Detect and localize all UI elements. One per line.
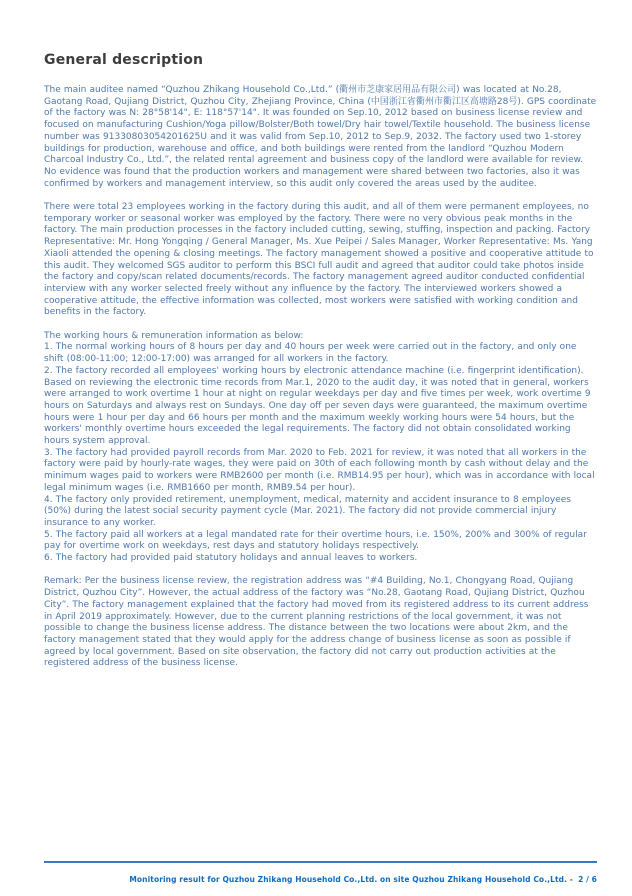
page-footer [44,861,597,886]
content-area [44,52,598,670]
working-hours-item-6: 6. The factory had provided paid statutory holidays and annual leaves to workers. [44,553,418,564]
page-title: General description [44,52,204,68]
working-hours-item-1: 1. The normal working hours of 8 hours per day and 40 hours per week were carried out in the factory, and only one shift (08:00-11:00; 12:00-17:00) was arranged for all workers in the factory. [44,342,577,365]
paragraph-auditee-info: The main auditee named “Quzhou Zhikang Household Co.,Ltd.” (衢州市芝康家居用品有限公司) was located at No.28, Gaotang Road, Qujiang District, Quzhou City, Zhejiang Province, China (中国浙江省衢州市衢江区高塘路28号). GPS coordinate of the factory was N: 28°58'14", E: 118°57'14". It was founded on Sep.10, 2012 based on business license review and focused on manufacturing Cushion/Yoga pillow/Bolster/Both towel/Dry hair towel/Textile household. The business license number was 91330803054201625U and it was valid from Sep.10, 2012 to Sep.9, 2032. The factory used two 1-storey buildings for production, warehouse and office, and both buildings were rented from the landlord “Quzhou Modern Charcoal Industry Co., Ltd.”, the related rental agreement and business copy of the landlord were available for review. No evidence was found that the production workers and management were shared between two factories, also it was confirmed by workers and management interview, so this audit only covered the areas used by the auditee. [44,85,597,189]
working-hours-intro: The working hours & remuneration information as below: [44,330,304,341]
working-hours-item-2: 2. The factory recorded all employees' working hours by electronic attendance machine (i.e. fingerprint identification). Based on reviewing the electronic time records from Mar.1, 2020 to the audit day, it was noted that in general, workers were arranged to work overtime 1 hour at night on regular weekdays per day and five times per week, work overtime 9 hours on Saturdays and always rest on Sundays. One day off per seven days were guaranteed, the maximum overtime hours were 1 hour per day and 66 hours per month and the maximum weekly working hours were 54 hours, but the workers' monthly overtime hours exceeded the legal requirements. The factory did not obtain consolidated working hours system approval. [44,365,591,447]
footer-label: Monitoring result for Quzhou Zhikang Household Co.,Ltd. on site Quzhou Zhikang Household Co.,Ltd. - [129,875,573,884]
paragraph-employees-info: There were total 23 employees working in the factory during this audit, and all of them were permanent employees, no temporary worker or seasonal worker was employed by the factory. There were no very obvious peak months in the factory. The main production processes in the factory included cutting, sewing, stuffing, inspection and packing. Factory Representative: Mr. Hong Yongqing / General Manager, Ms. Xue Peipei / Sales Manager, Worker Representative: Ms. Yang Xiaoli attended the opening & closing meetings. The factory management showed a positive and cooperative attitude to this audit. They welcomed SGS auditor to perform this BSCI full audit and agreed that auditor could take photos inside the factory and copy/scan related documents/records. The factory management agreed auditor conducted confidential interview with any worker selected freely without any influence by the factory. The interviewed workers showed a cooperative attitude, the effective information was collected, most workers were satisfied with working condition and benefits in the factory. [44,202,594,318]
working-hours-item-3: 3. The factory had provided payroll records from Mar. 2020 to Feb. 2021 for review, it was noted that all workers in the factory were paid by hourly-rate wages, they were paid on 30th of each following month by cash without delay and the minimum wages paid to workers were RMB2600 per month (i.e. RMB14.95 per hour), which was in accordance with local legal minimum wages (i.e. RMB1660 per month, RMB9.54 per hour). [44,447,595,493]
working-hours-item-5: 5. The factory paid all workers at a legal mandated rate for their overtime hours, i.e. 150%, 200% and 300% of regular pay for overtime work on weekdays, rest days and statutory holidays respectively. [44,529,587,552]
footer-page-number: 2 / 6 [578,875,597,884]
working-hours-item-4: 4. The factory only provided retirement, unemployment, medical, maternity and accident insurance to 8 employees (50%) during the latest social security payment cycle (Mar. 2021). The factory did not provide commercial injury insurance to any worker. [44,494,571,528]
paragraph-remark: Remark: Per the business license review, the registration address was “#4 Building, No.1, Chongyang Road, Qujiang District, Quzhou City”. However, the actual address of the factory was “No.28, Gaotang Road, Qujiang District, Quzhou City”. The factory management explained that the factory had moved from its registered address to its current address in April 2019 approximately. However, due to the current planning restrictions of the local government, it was not possible to change the business license address. The distance between the two locations were about 2km, and the factory management stated that they would apply for the address change of business license as soon as possible if agreed by local government. Based on site observation, the factory did not carry out production activities at the registered address of the business license. [44,576,589,669]
working-hours-section [44,331,598,565]
